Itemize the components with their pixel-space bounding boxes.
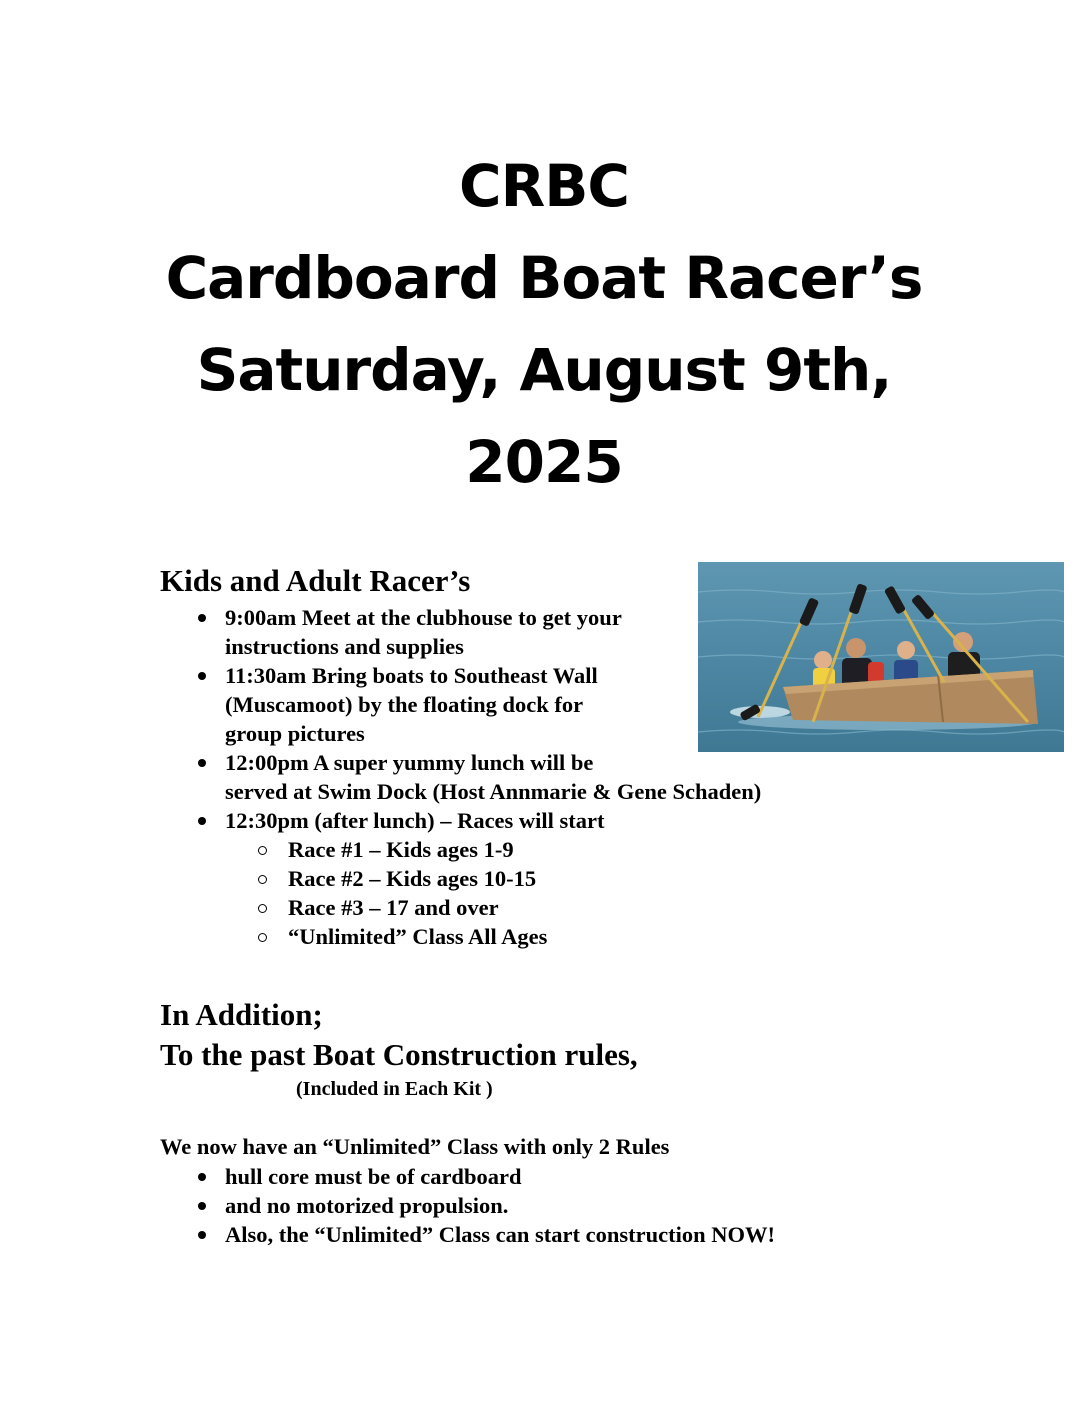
rule-item: Also, the “Unlimited” Class can start construction NOW! <box>160 1220 775 1249</box>
bullet-icon <box>198 1173 206 1181</box>
addition-heading: In Addition; <box>160 997 323 1032</box>
boat-race-photo <box>698 562 1064 752</box>
circle-bullet-icon <box>258 904 267 913</box>
title-event: Cardboard Boat Racer’s <box>165 244 923 312</box>
title-date: Saturday, August 9th, <box>196 336 892 404</box>
title-year: 2025 <box>465 428 623 496</box>
bullet-icon <box>198 1202 206 1210</box>
schedule-item-meet: 9:00am Meet at the clubhouse to get your instructions and supplies <box>160 603 761 661</box>
race-item: Race #1 – Kids ages 1-9 <box>225 835 761 864</box>
race-item: Race #2 – Kids ages 10-15 <box>225 864 761 893</box>
bullet-icon <box>198 759 206 767</box>
kit-note: (Included in Each Kit ) <box>296 1078 493 1100</box>
circle-bullet-icon <box>258 846 267 855</box>
rule-item: and no motorized propulsion. <box>160 1191 775 1220</box>
schedule-item-lunch: 12:00pm A super yummy lunch will be served at Swim Dock (Host Annmarie & Gene Schaden) <box>160 748 761 806</box>
race-item: “Unlimited” Class All Ages <box>225 922 761 951</box>
schedule-item-races: 12:30pm (after lunch) – Races will start Race #1 – Kids ages 1-9 Race #2 – Kids ages 10-15 Race #3 – 17 and over “Unlimited” Class All Ages <box>160 806 761 951</box>
circle-bullet-icon <box>258 933 267 942</box>
bullet-icon <box>198 614 206 622</box>
rule-item: hull core must be of cardboard <box>160 1162 775 1191</box>
circle-bullet-icon <box>258 875 267 884</box>
construction-rules-heading: To the past Boat Construction rules, <box>160 1037 638 1072</box>
schedule-item-boats: 11:30am Bring boats to Southeast Wall (Muscamoot) by the floating dock for group pictures <box>160 661 761 748</box>
unlimited-intro: We now have an “Unlimited” Class with only 2 Rules <box>160 1134 670 1159</box>
bullet-icon <box>198 672 206 680</box>
event-title <box>0 140 1088 508</box>
schedule-list <box>160 603 761 951</box>
bullet-icon <box>198 1231 206 1239</box>
title-org: CRBC <box>459 152 629 220</box>
race-list <box>225 835 761 951</box>
kids-section-heading: Kids and Adult Racer’s <box>160 563 471 598</box>
race-item: Race #3 – 17 and over <box>225 893 761 922</box>
bullet-icon <box>198 817 206 825</box>
unlimited-rules-list <box>160 1162 775 1249</box>
